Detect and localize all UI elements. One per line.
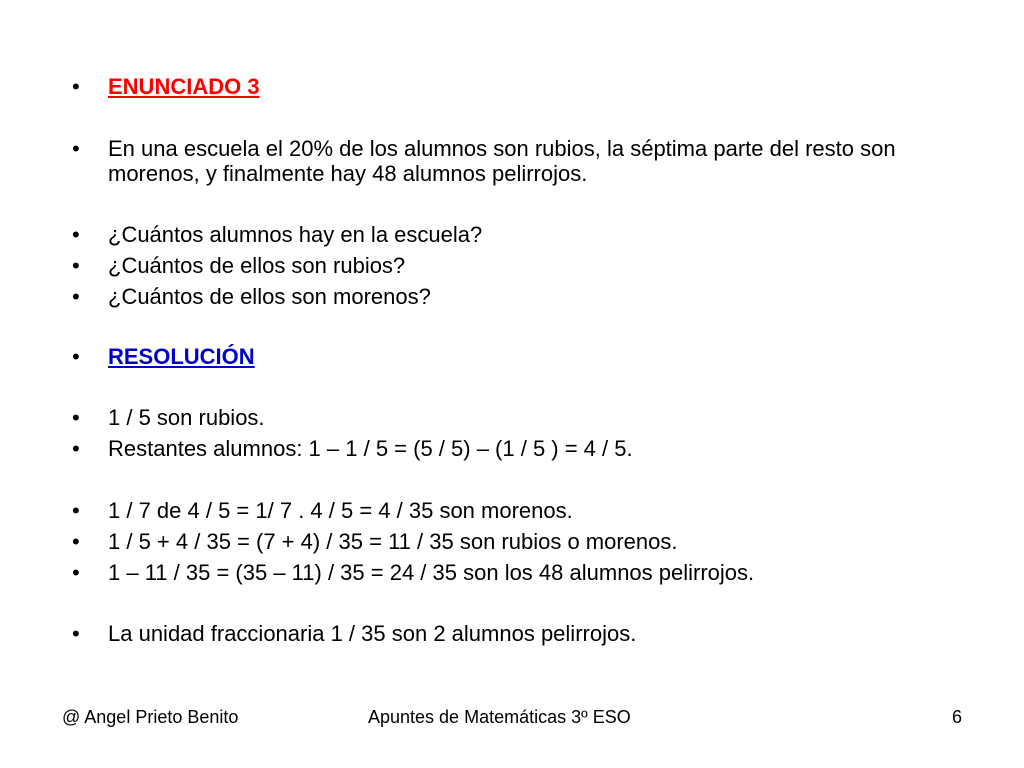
step-text: La unidad fraccionaria 1 / 35 son 2 alumnos pelirrojos. [108, 621, 637, 646]
bullet: • [72, 498, 80, 523]
statement-text-item [72, 136, 938, 186]
resolution-step [72, 436, 938, 461]
bullet: • [72, 529, 80, 554]
bullet: • [72, 436, 80, 461]
step-text: Restantes alumnos: 1 – 1 / 5 = (5 / 5) – (1 / 5 ) = 4 / 5. [108, 436, 633, 461]
footer-page-number: 6 [952, 707, 963, 727]
bullet: • [72, 621, 80, 646]
bullet: • [72, 560, 80, 585]
bullet: • [72, 222, 80, 247]
question-item [72, 222, 938, 247]
bullet: • [72, 344, 80, 369]
bullet: • [72, 405, 80, 430]
statement-heading-item [72, 74, 938, 99]
resolution-heading: RESOLUCIÓN [108, 344, 255, 369]
bullet: • [72, 253, 80, 278]
bullet: • [72, 74, 80, 99]
resolution-step [72, 498, 938, 523]
step-text: 1 / 7 de 4 / 5 = 1/ 7 . 4 / 5 = 4 / 35 son morenos. [108, 498, 573, 523]
footer-course: Apuntes de Matemáticas 3º ESO [368, 707, 631, 727]
bullet: • [72, 284, 80, 309]
resolution-step [72, 621, 938, 646]
question-item [72, 284, 938, 309]
resolution-step [72, 529, 938, 554]
question-text: ¿Cuántos de ellos son rubios? [108, 253, 406, 278]
statement-heading: ENUNCIADO 3 [108, 74, 260, 99]
resolution-step [72, 560, 938, 585]
resolution-step [72, 405, 938, 430]
step-text: 1 / 5 son rubios. [108, 405, 265, 430]
question-text: ¿Cuántos de ellos son morenos? [108, 284, 431, 309]
statement-text: En una escuela el 20% de los alumnos son rubios, la séptima parte del resto son morenos, y finalmente hay 48 alumnos pelirrojos. [108, 136, 896, 186]
step-text: 1 / 5 + 4 / 35 = (7 + 4) / 35 = 11 / 35 son rubios o morenos. [108, 529, 678, 554]
bullet: • [72, 136, 80, 161]
resolution-heading-item [72, 344, 938, 369]
step-text: 1 – 11 / 35 = (35 – 11) / 35 = 24 / 35 son los 48 alumnos pelirrojos. [108, 560, 755, 585]
question-item [72, 253, 938, 278]
footer-author: @ Angel Prieto Benito [62, 707, 239, 727]
question-text: ¿Cuántos alumnos hay en la escuela? [108, 222, 483, 247]
